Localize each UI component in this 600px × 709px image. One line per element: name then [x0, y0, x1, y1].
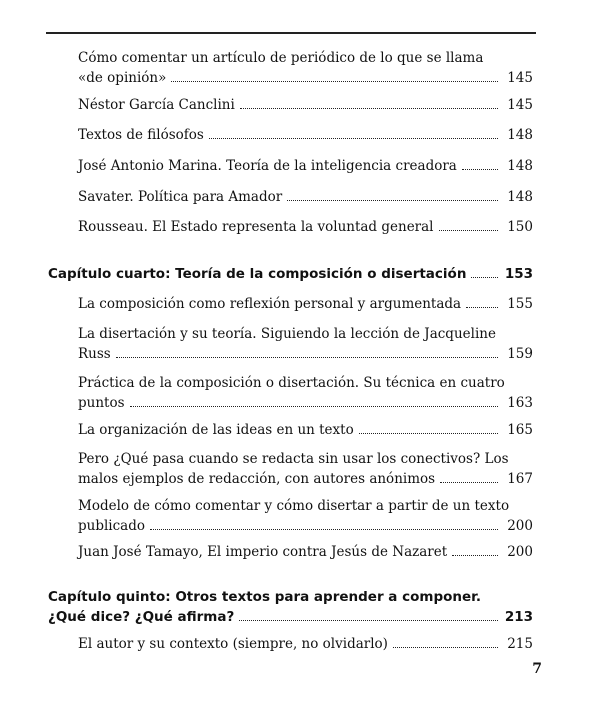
- dot-leader: [466, 306, 498, 308]
- page-number: 7: [532, 661, 542, 677]
- dot-leader: [116, 356, 498, 358]
- toc-entry-title: «de opinión»: [78, 70, 167, 86]
- toc-entry-title: Cómo comentar un artículo de periódico de lo que se llama: [78, 50, 484, 66]
- toc-page-number: 213: [504, 609, 533, 625]
- toc-chapter-entry[interactable]: [48, 587, 533, 627]
- toc-entry[interactable]: [78, 48, 533, 88]
- top-rule: [46, 32, 536, 34]
- dot-leader: [130, 405, 498, 407]
- toc-page-number: 150: [507, 219, 533, 235]
- toc-chapter-title: Capítulo quinto: Otros textos para aprender a componer.: [48, 589, 482, 605]
- toc-page-number: 148: [507, 189, 533, 205]
- toc-entry[interactable]: [78, 125, 533, 145]
- toc-entry-title: Práctica de la composición o disertación. Su técnica en cuatro: [78, 375, 505, 391]
- toc-page-number: 163: [507, 395, 533, 411]
- dot-leader: [240, 107, 498, 109]
- dot-leader: [209, 137, 498, 139]
- dot-leader: [287, 199, 498, 201]
- dot-leader: [452, 554, 498, 556]
- dot-leader: [462, 168, 498, 170]
- toc-entry-title: Rousseau. El Estado representa la voluntad general: [78, 219, 434, 235]
- toc-entry[interactable]: [78, 542, 533, 562]
- toc-entry-title: puntos: [78, 395, 125, 411]
- dot-leader: [440, 481, 498, 483]
- toc-entry[interactable]: [78, 634, 533, 654]
- toc-entry[interactable]: [78, 294, 533, 314]
- toc-page-number: 215: [507, 636, 533, 652]
- toc-chapter-title: ¿Qué dice? ¿Qué afirma?: [48, 609, 235, 625]
- toc-entry[interactable]: [78, 187, 533, 207]
- toc-page-number: 167: [507, 471, 533, 487]
- toc-entry[interactable]: [78, 420, 533, 440]
- dot-leader: [471, 276, 498, 278]
- toc-page-number: 165: [507, 422, 533, 438]
- toc-entry[interactable]: [78, 496, 533, 536]
- toc-entry[interactable]: [78, 373, 533, 413]
- toc-entry-title: La organización de las ideas en un texto: [78, 422, 354, 438]
- toc-entry[interactable]: [78, 217, 533, 237]
- toc-page-number: 200: [507, 518, 533, 534]
- toc-page-number: 159: [507, 346, 533, 362]
- toc-entry[interactable]: [78, 156, 533, 176]
- toc-page-number: 145: [507, 70, 533, 86]
- toc-chapter-title: Capítulo cuarto: Teoría de la composición o disertación: [48, 266, 467, 282]
- toc-entry-title: El autor y su contexto (siempre, no olvidarlo): [78, 636, 388, 652]
- toc-page-number: 200: [507, 544, 533, 560]
- dot-leader: [171, 80, 498, 82]
- toc-entry-title: Pero ¿Qué pasa cuando se redacta sin usar los conectivos? Los: [78, 451, 509, 467]
- toc-page-number: 153: [504, 266, 533, 282]
- toc-entry-title: Juan José Tamayo, El imperio contra Jesús de Nazaret: [78, 544, 448, 560]
- toc-page-number: 145: [507, 97, 533, 113]
- toc-entry-title: Modelo de cómo comentar y cómo disertar a partir de un texto: [78, 498, 510, 514]
- toc-page-number: 155: [507, 296, 533, 312]
- toc-entry-title: La composición como reflexión personal y argumentada: [78, 296, 462, 312]
- toc-page-number: 148: [507, 127, 533, 143]
- toc-entry[interactable]: [78, 324, 533, 364]
- toc-entry[interactable]: [78, 449, 533, 489]
- toc-entry-title: José Antonio Marina. Teoría de la inteligencia creadora: [78, 158, 457, 174]
- toc-entry-title: Russ: [78, 346, 111, 362]
- toc-entry-title: Savater. Política para Amador: [78, 189, 283, 205]
- dot-leader: [150, 528, 498, 530]
- toc-entry-title: malos ejemplos de redacción, con autores anónimos: [78, 471, 436, 487]
- toc-page-number: 148: [507, 158, 533, 174]
- toc-entry[interactable]: [78, 95, 533, 115]
- dot-leader: [393, 646, 498, 648]
- dot-leader: [359, 432, 498, 434]
- dot-leader: [239, 619, 498, 621]
- toc-entry-title: publicado: [78, 518, 145, 534]
- toc-entry-title: La disertación y su teoría. Siguiendo la lección de Jacqueline: [78, 326, 496, 342]
- toc-entry-title: Néstor García Canclini: [78, 97, 235, 113]
- toc-entry-title: Textos de filósofos: [78, 127, 204, 143]
- toc-chapter-entry[interactable]: [48, 264, 533, 284]
- dot-leader: [439, 229, 498, 231]
